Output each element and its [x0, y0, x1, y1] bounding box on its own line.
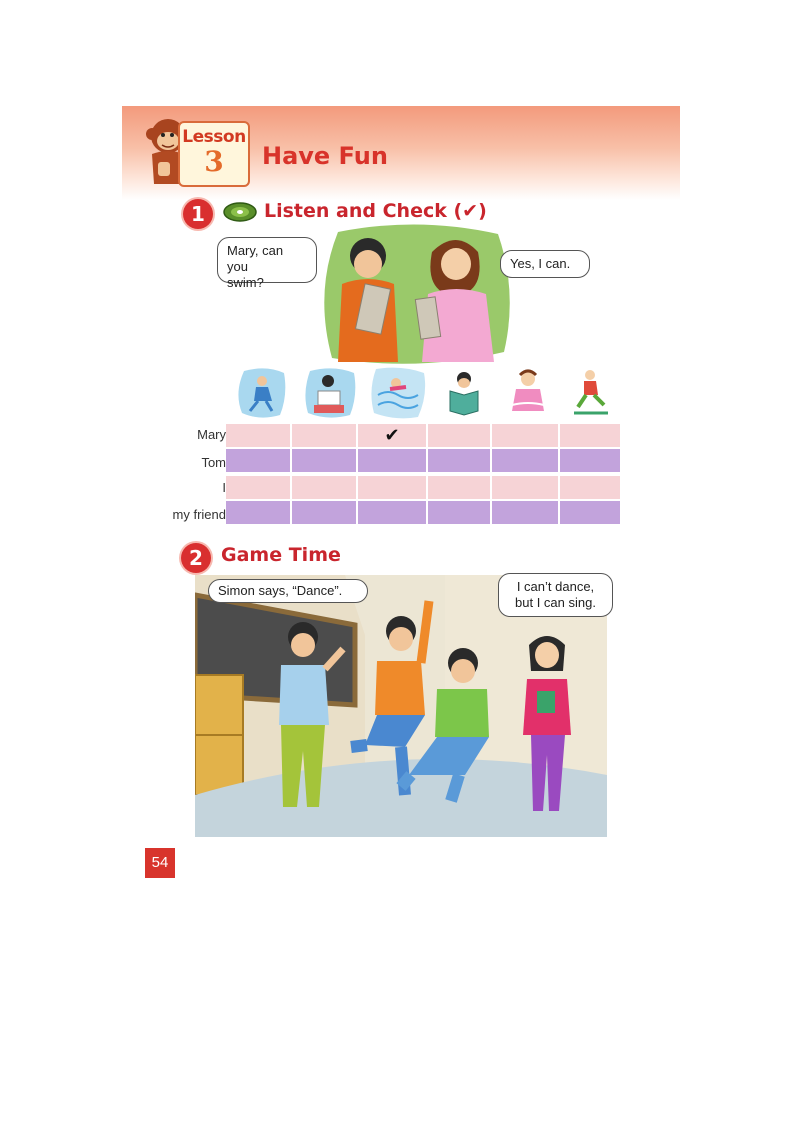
bubble-boy-line-1: Mary, can you: [227, 243, 284, 274]
section-2-number: 2: [181, 543, 211, 573]
table-row: [226, 449, 620, 472]
speech-bubble-girl-singing: [498, 573, 613, 617]
speech-bubble-boy: [217, 237, 317, 290]
bubble-girl-line-1: I can’t dance,: [516, 579, 595, 594]
table-cell[interactable]: [492, 424, 560, 447]
lesson-badge: [178, 121, 250, 187]
table-cell[interactable]: [292, 449, 358, 472]
bubble-boy-line-2: swim?: [227, 275, 264, 290]
table-cell[interactable]: [358, 476, 428, 499]
table-cell[interactable]: [292, 476, 358, 499]
table-cell[interactable]: [492, 476, 560, 499]
swim-icon: [371, 368, 425, 419]
table-row: [226, 476, 620, 499]
speech-bubble-girl: [500, 250, 590, 278]
table-cell[interactable]: [428, 476, 492, 499]
bubble-simon-text: Simon says, “Dance”.: [218, 583, 343, 598]
table-cell[interactable]: [358, 501, 428, 524]
table-cell[interactable]: [560, 501, 620, 524]
table-cell[interactable]: [358, 449, 428, 472]
speech-bubble-simon: [208, 579, 368, 603]
lesson-title: Have Fun: [262, 142, 388, 170]
table-cell[interactable]: [492, 449, 560, 472]
table-cell[interactable]: [226, 476, 292, 499]
bubble-girl-line-2: but I can sing.: [515, 595, 596, 610]
read-icon: [450, 372, 478, 415]
row-label-mary: Mary: [197, 427, 226, 442]
table-cell[interactable]: [560, 424, 620, 447]
table-cell[interactable]: [292, 501, 358, 524]
boy-and-girl-illustration: [318, 222, 514, 366]
row-label-my-friend: my friend: [172, 507, 226, 522]
section-1-number: 1: [183, 199, 213, 229]
lesson-number: 3: [204, 145, 224, 178]
section-1-title: Listen and Check (✔): [264, 200, 487, 222]
section-2-title: Game Time: [221, 544, 341, 566]
table-cell[interactable]: [226, 501, 292, 524]
table-cell[interactable]: [428, 424, 492, 447]
table-cell[interactable]: [226, 424, 292, 447]
table-cell[interactable]: [292, 424, 358, 447]
audio-cd-icon: [222, 201, 258, 223]
table-row: [226, 424, 620, 447]
table-cell[interactable]: [428, 449, 492, 472]
table-cell[interactable]: [226, 449, 292, 472]
row-label-tom: Tom: [201, 455, 226, 470]
run-icon: [574, 370, 608, 413]
bubble-girl-text: Yes, I can.: [510, 256, 571, 271]
lesson-word: Lesson: [182, 127, 246, 147]
row-label-i: I: [222, 480, 226, 495]
draw-icon: [305, 368, 355, 417]
table-cell[interactable]: [428, 501, 492, 524]
skate-icon: [238, 368, 285, 417]
page-number: 54: [145, 848, 175, 878]
activity-icons-row: [226, 365, 620, 421]
check-table: [226, 424, 620, 524]
table-cell[interactable]: [492, 501, 560, 524]
table-cell[interactable]: [560, 449, 620, 472]
sing-icon: [512, 371, 544, 411]
table-cell-checked[interactable]: ✔: [358, 424, 428, 447]
table-cell[interactable]: [560, 476, 620, 499]
table-row: [226, 501, 620, 524]
